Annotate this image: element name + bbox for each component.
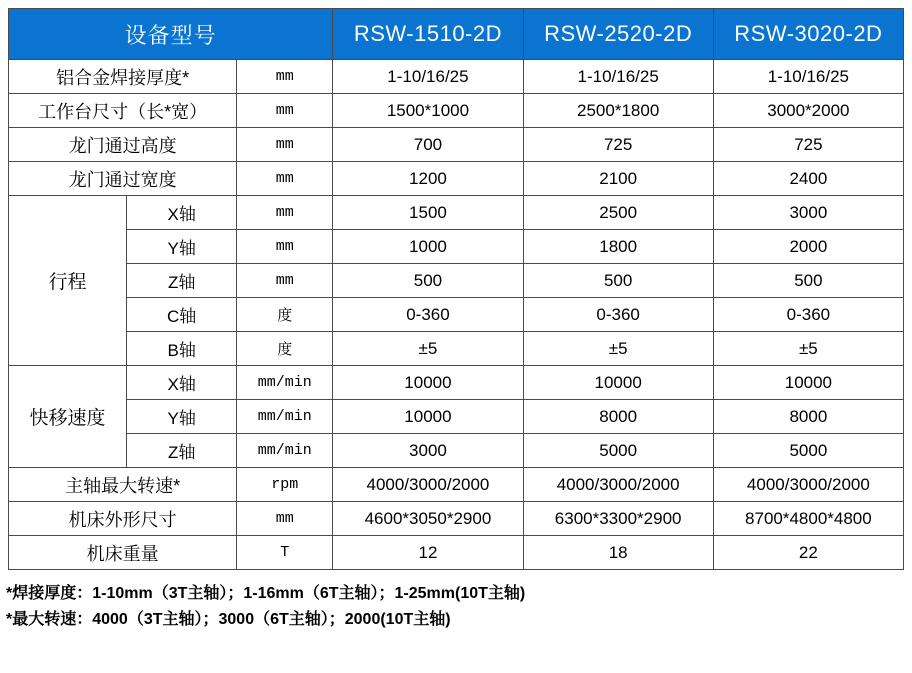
row-value-3: 2000	[713, 230, 903, 264]
row-sublabel: Y轴	[127, 230, 237, 264]
header-label-column: 设备型号	[9, 9, 333, 60]
table-row	[9, 128, 904, 162]
row-value-2: 8000	[523, 400, 713, 434]
row-value-2: 10000	[523, 366, 713, 400]
row-label: 铝合金焊接厚度*	[9, 60, 237, 94]
row-sublabel: Y轴	[127, 400, 237, 434]
row-unit: mm	[237, 230, 333, 264]
row-value-3: 5000	[713, 434, 903, 468]
row-sublabel: X轴	[127, 366, 237, 400]
row-value-1: 500	[333, 264, 523, 298]
row-label: 龙门通过高度	[9, 128, 237, 162]
table-row	[9, 502, 904, 536]
table-row	[9, 332, 904, 366]
table-row	[9, 400, 904, 434]
row-value-2: ±5	[523, 332, 713, 366]
footnote-weld-thickness: *焊接厚度：1-10mm（3T主轴）；1-16mm（6T主轴）；1-25mm(10T主轴)	[6, 585, 526, 602]
table-row	[9, 536, 904, 570]
row-value-1: 1000	[333, 230, 523, 264]
row-value-3: 10000	[713, 366, 903, 400]
row-value-3: 1-10/16/25	[713, 60, 903, 94]
table-row	[9, 264, 904, 298]
row-value-3: 500	[713, 264, 903, 298]
group-label-rapid-speed: 快移速度	[9, 366, 127, 468]
row-value-3: 725	[713, 128, 903, 162]
table-body	[9, 60, 904, 570]
row-value-1: 3000	[333, 434, 523, 468]
row-value-2: 1800	[523, 230, 713, 264]
row-value-3: ±5	[713, 332, 903, 366]
row-value-3: 4000/3000/2000	[713, 468, 903, 502]
row-value-1: 1500*1000	[333, 94, 523, 128]
row-label: 机床外形尺寸	[9, 502, 237, 536]
row-value-1: 4600*3050*2900	[333, 502, 523, 536]
header-model-3: RSW-3020-2D	[713, 9, 903, 60]
row-unit: T	[237, 536, 333, 570]
row-unit: mm	[237, 502, 333, 536]
row-unit: mm	[237, 264, 333, 298]
header-model-2: RSW-2520-2D	[523, 9, 713, 60]
row-value-1: 10000	[333, 400, 523, 434]
header-model-1: RSW-1510-2D	[333, 9, 523, 60]
table-row	[9, 94, 904, 128]
row-value-2: 5000	[523, 434, 713, 468]
table-header	[9, 9, 904, 60]
row-unit: mm	[237, 196, 333, 230]
row-unit: mm/min	[237, 366, 333, 400]
row-value-1: 4000/3000/2000	[333, 468, 523, 502]
row-value-1: ±5	[333, 332, 523, 366]
row-unit: mm	[237, 128, 333, 162]
row-unit: mm	[237, 94, 333, 128]
header-row	[9, 9, 904, 60]
row-value-2: 2500	[523, 196, 713, 230]
row-value-3: 0-360	[713, 298, 903, 332]
row-sublabel: Z轴	[127, 264, 237, 298]
row-value-2: 1-10/16/25	[523, 60, 713, 94]
row-unit: mm	[237, 162, 333, 196]
row-value-2: 6300*3300*2900	[523, 502, 713, 536]
row-value-1: 12	[333, 536, 523, 570]
row-unit: mm/min	[237, 434, 333, 468]
row-unit: 度	[237, 332, 333, 366]
row-value-3: 8700*4800*4800	[713, 502, 903, 536]
group-label-travel: 行程	[9, 196, 127, 366]
row-value-2: 725	[523, 128, 713, 162]
row-sublabel: C轴	[127, 298, 237, 332]
specification-table	[8, 8, 904, 570]
row-unit: 度	[237, 298, 333, 332]
table-row	[9, 196, 904, 230]
row-unit: mm	[237, 60, 333, 94]
row-value-2: 2500*1800	[523, 94, 713, 128]
row-sublabel: X轴	[127, 196, 237, 230]
row-value-3: 8000	[713, 400, 903, 434]
table-row	[9, 434, 904, 468]
table-row	[9, 468, 904, 502]
row-value-1: 1-10/16/25	[333, 60, 523, 94]
row-label: 主轴最大转速*	[9, 468, 237, 502]
row-value-3: 3000	[713, 196, 903, 230]
footnotes	[6, 581, 912, 633]
row-value-2: 500	[523, 264, 713, 298]
row-value-2: 18	[523, 536, 713, 570]
footnote-max-speed: *最大转速：4000（3T主轴）；3000（6T主轴）；2000(10T主轴)	[6, 611, 451, 628]
row-value-3: 22	[713, 536, 903, 570]
table-row	[9, 366, 904, 400]
row-value-3: 3000*2000	[713, 94, 903, 128]
row-value-1: 700	[333, 128, 523, 162]
row-sublabel: B轴	[127, 332, 237, 366]
spec-sheet	[0, 8, 912, 673]
row-unit: mm/min	[237, 400, 333, 434]
row-value-1: 1500	[333, 196, 523, 230]
row-value-2: 4000/3000/2000	[523, 468, 713, 502]
row-value-2: 0-360	[523, 298, 713, 332]
row-value-1: 1200	[333, 162, 523, 196]
row-value-3: 2400	[713, 162, 903, 196]
row-label: 工作台尺寸（长*宽）	[9, 94, 237, 128]
row-value-1: 10000	[333, 366, 523, 400]
table-row	[9, 60, 904, 94]
row-label: 龙门通过宽度	[9, 162, 237, 196]
row-unit: rpm	[237, 468, 333, 502]
table-row	[9, 298, 904, 332]
table-row	[9, 162, 904, 196]
row-label: 机床重量	[9, 536, 237, 570]
row-value-1: 0-360	[333, 298, 523, 332]
table-row	[9, 230, 904, 264]
row-sublabel: Z轴	[127, 434, 237, 468]
row-value-2: 2100	[523, 162, 713, 196]
